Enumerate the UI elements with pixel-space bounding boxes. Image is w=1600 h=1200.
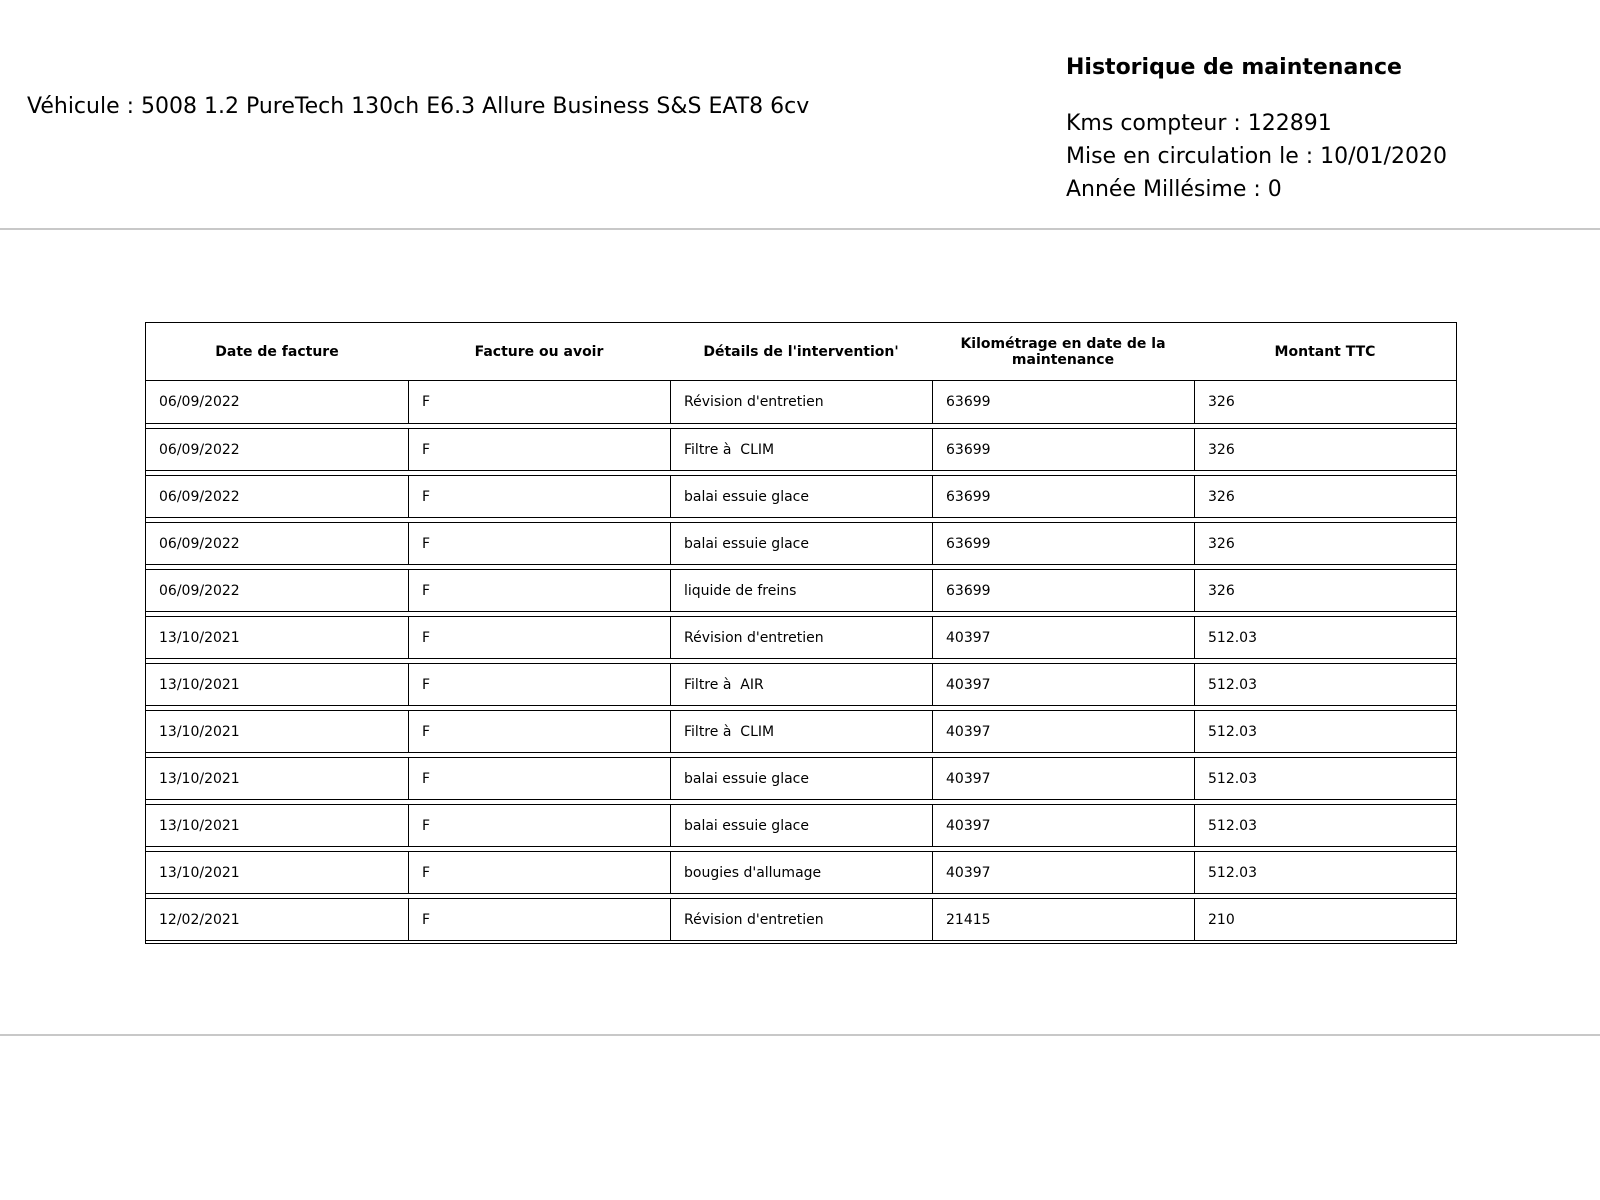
table-row: [146, 804, 1456, 847]
table-row: [146, 569, 1456, 612]
invoice-date-cell: 12/02/2021: [159, 911, 240, 928]
table-row: [146, 663, 1456, 706]
mileage-cell: 40397: [932, 664, 1194, 705]
invoice-date-cell: 13/10/2021: [159, 770, 240, 787]
table-row: [146, 381, 1456, 424]
invoice-type-cell: F: [408, 805, 670, 846]
invoice-type-cell: F: [408, 381, 670, 423]
model-year-text: Année Millésime : 0: [1066, 177, 1282, 202]
intervention-details-cell: Révision d'entretien: [670, 381, 932, 423]
amount-cell: 326: [1194, 523, 1456, 564]
table-row: [146, 710, 1456, 753]
mileage-cell: 21415: [932, 899, 1194, 940]
invoice-date-cell: 13/10/2021: [159, 864, 240, 881]
table-row: [146, 616, 1456, 659]
invoice-date-cell: 13/10/2021: [159, 629, 240, 646]
invoice-date-cell: 06/09/2022: [159, 535, 240, 552]
intervention-details-cell: balai essuie glace: [670, 758, 932, 799]
invoice-type-cell: F: [408, 476, 670, 517]
invoice-type-cell: F: [408, 617, 670, 658]
bottom-divider: [0, 1034, 1600, 1036]
mileage-cell: 40397: [932, 617, 1194, 658]
mileage-cell: 40397: [932, 758, 1194, 799]
maintenance-table: [145, 322, 1457, 944]
table-header: [146, 323, 1456, 381]
column-header-invoice-type: Facture ou avoir: [474, 343, 604, 360]
column-header-intervention-details: Détails de l'intervention': [703, 343, 899, 360]
intervention-details-cell: bougies d'allumage: [670, 852, 932, 893]
intervention-details-cell: liquide de freins: [670, 570, 932, 611]
invoice-date-cell: 06/09/2022: [159, 582, 240, 599]
table-row: [146, 522, 1456, 565]
invoice-type-cell: F: [408, 570, 670, 611]
intervention-details-cell: Filtre à CLIM: [670, 711, 932, 752]
amount-cell: 512.03: [1194, 664, 1456, 705]
invoice-type-cell: F: [408, 711, 670, 752]
invoice-date-cell: 13/10/2021: [159, 817, 240, 834]
odometer-text: Kms compteur : 122891: [1066, 111, 1332, 136]
amount-cell: 210: [1194, 899, 1456, 940]
maintenance-header: [1066, 54, 1447, 206]
invoice-type-cell: F: [408, 899, 670, 940]
table-row: [146, 851, 1456, 894]
amount-cell: 512.03: [1194, 617, 1456, 658]
amount-cell: 512.03: [1194, 758, 1456, 799]
column-header-amount: Montant TTC: [1274, 343, 1376, 360]
mileage-cell: 63699: [932, 523, 1194, 564]
amount-cell: 512.03: [1194, 852, 1456, 893]
intervention-details-cell: Filtre à AIR: [670, 664, 932, 705]
invoice-type-cell: F: [408, 523, 670, 564]
mileage-cell: 63699: [932, 429, 1194, 470]
intervention-details-cell: balai essuie glace: [670, 523, 932, 564]
invoice-date-cell: 06/09/2022: [159, 394, 240, 410]
table-body: [146, 381, 1456, 941]
mileage-cell: 40397: [932, 852, 1194, 893]
mileage-cell: 40397: [932, 711, 1194, 752]
column-header-invoice-date: Date de facture: [215, 343, 339, 360]
amount-cell: 326: [1194, 570, 1456, 611]
mileage-cell: 63699: [932, 570, 1194, 611]
amount-cell: 326: [1194, 381, 1456, 423]
amount-cell: 326: [1194, 429, 1456, 470]
invoice-type-cell: F: [408, 429, 670, 470]
intervention-details-cell: balai essuie glace: [670, 805, 932, 846]
mileage-cell: 40397: [932, 805, 1194, 846]
table-row: [146, 898, 1456, 941]
invoice-date-cell: 06/09/2022: [159, 441, 240, 458]
vehicle-title: Véhicule : 5008 1.2 PureTech 130ch E6.3 Allure Business S&S EAT8 6cv: [27, 94, 810, 119]
invoice-date-cell: 13/10/2021: [159, 723, 240, 740]
mileage-cell: 63699: [932, 476, 1194, 517]
page-title: Historique de maintenance: [1066, 55, 1402, 80]
intervention-details-cell: balai essuie glace: [670, 476, 932, 517]
invoice-type-cell: F: [408, 664, 670, 705]
mileage-cell: 63699: [932, 381, 1194, 423]
registration-date-text: Mise en circulation le : 10/01/2020: [1066, 144, 1447, 169]
invoice-type-cell: F: [408, 758, 670, 799]
invoice-date-cell: 06/09/2022: [159, 488, 240, 505]
table-row: [146, 428, 1456, 471]
invoice-date-cell: 13/10/2021: [159, 676, 240, 693]
amount-cell: 512.03: [1194, 711, 1456, 752]
table-row: [146, 475, 1456, 518]
table-row: [146, 757, 1456, 800]
top-divider: [0, 228, 1600, 230]
intervention-details-cell: Révision d'entretien: [670, 617, 932, 658]
intervention-details-cell: Révision d'entretien: [670, 899, 932, 940]
amount-cell: 512.03: [1194, 805, 1456, 846]
intervention-details-cell: Filtre à CLIM: [670, 429, 932, 470]
amount-cell: 326: [1194, 476, 1456, 517]
column-header-mileage: Kilométrage en date de la maintenance: [960, 335, 1166, 368]
invoice-type-cell: F: [408, 852, 670, 893]
